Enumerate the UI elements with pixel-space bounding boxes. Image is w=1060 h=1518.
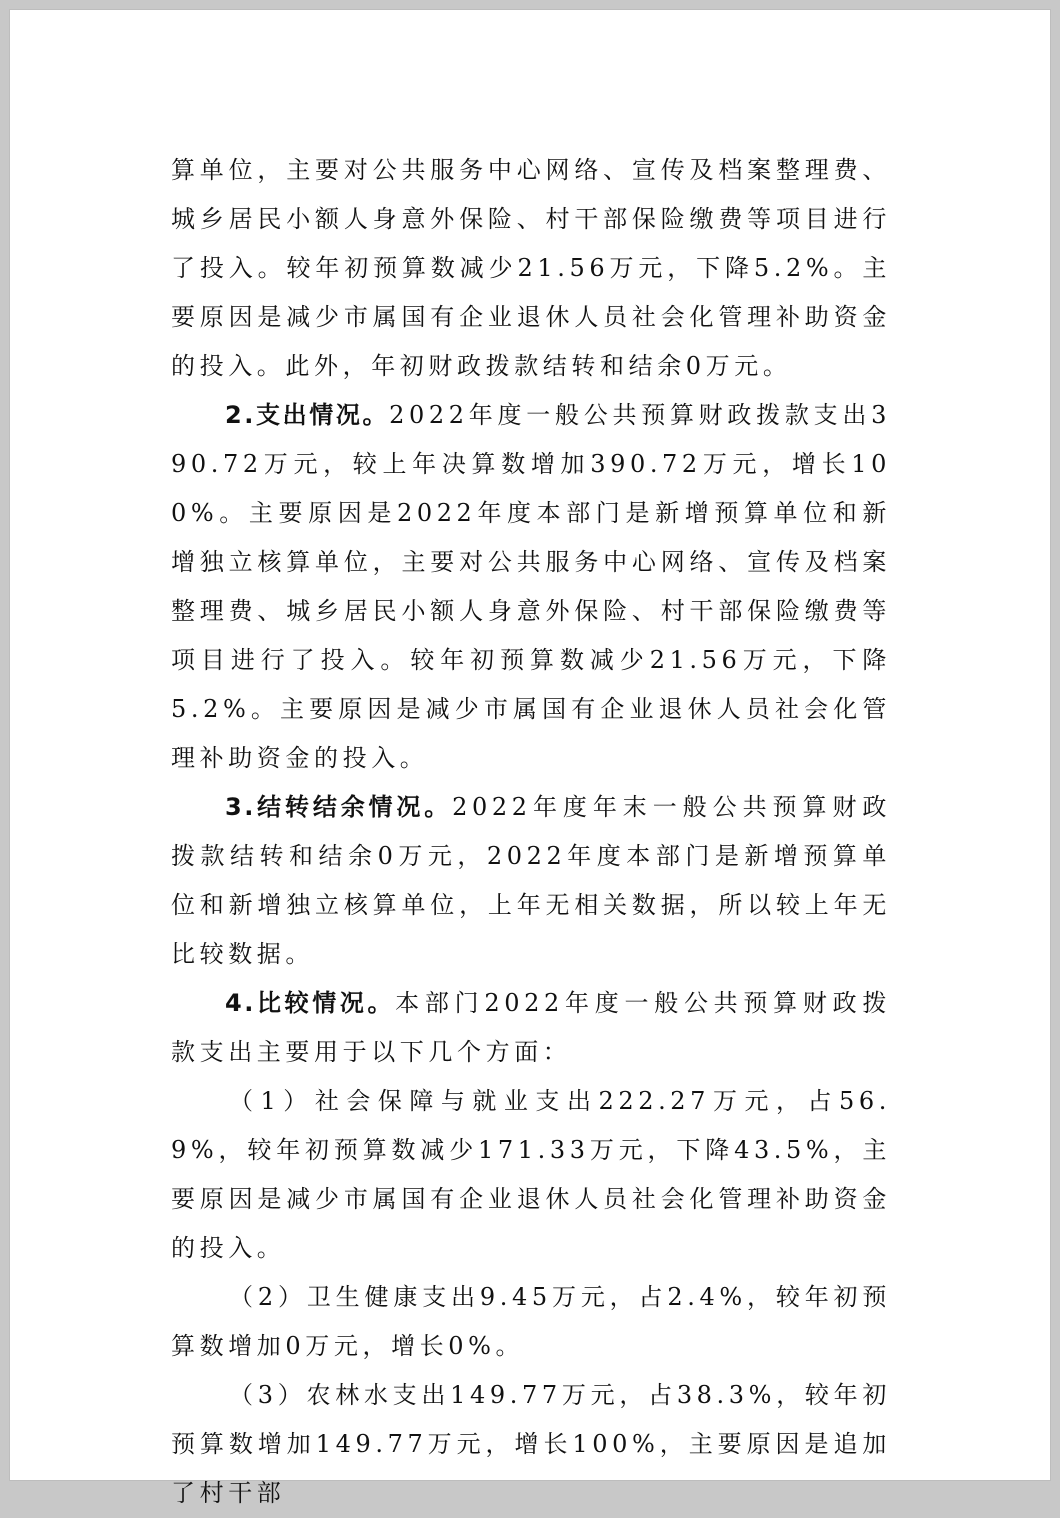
- document-body: [171, 146, 891, 1518]
- paragraph-text: 2022年度一般公共预算财政拨款支出390.72万元，较上年决算数增加390.72万元，增长100%。主要原因是2022年度本部门是新增预算单位和新增独立核算单位，主要对公共服务中心网络、宣传及档案整理费、城乡居民小额人身意外保险、村干部保险缴费等项目进行了投入。较年初预算数减少21.56万元，下降5.2%。主要原因是减少市属国有企业退休人员社会化管理补助资金的投入。: [171, 401, 891, 772]
- paragraph-carryover: [171, 783, 891, 979]
- paragraph-text: 算单位，主要对公共服务中心网络、宣传及档案整理费、城乡居民小额人身意外保险、村干部保险缴费等项目进行了投入。较年初预算数减少21.56万元，下降5.2%。主要原因是减少市属国有企业退休人员社会化管理补助资金的投入。此外，年初财政拨款结转和结余0万元。: [171, 156, 891, 380]
- paragraph-comparison: [171, 979, 891, 1077]
- section-heading-carryover: 3.结转结余情况。: [225, 793, 453, 821]
- section-heading-expenditure: 2.支出情况。: [225, 401, 390, 429]
- list-item-agriculture: [171, 1371, 891, 1518]
- paragraph-text: （2）卫生健康支出9.45万元，占2.4%，较年初预算数增加0万元，增长0%。: [171, 1283, 891, 1360]
- paragraph-income-continued: [171, 146, 891, 391]
- paragraph-text: 本部门2022年度一般公共预算财政拨款支出主要用于以下几个方面：: [171, 989, 891, 1066]
- paragraph-text: （1）社会保障与就业支出222.27万元，占56.9%，较年初预算数减少171.33万元，下降43.5%，主要原因是减少市属国有企业退休人员社会化管理补助资金的投入。: [171, 1087, 891, 1262]
- paragraph-expenditure: [171, 391, 891, 783]
- section-heading-comparison: 4.比较情况。: [225, 989, 396, 1017]
- list-item-social-security: [171, 1077, 891, 1273]
- paragraph-text: 2022年度年末一般公共预算财政拨款结转和结余0万元，2022年度本部门是新增预算单位和新增独立核算单位，上年无相关数据，所以较上年无比较数据。: [171, 793, 891, 968]
- document-page: [9, 9, 1051, 1507]
- paragraph-text: （3）农林水支出149.77万元，占38.3%，较年初预算数增加149.77万元，增长100%，主要原因是追加了村干部: [171, 1381, 891, 1507]
- list-item-health: [171, 1273, 891, 1371]
